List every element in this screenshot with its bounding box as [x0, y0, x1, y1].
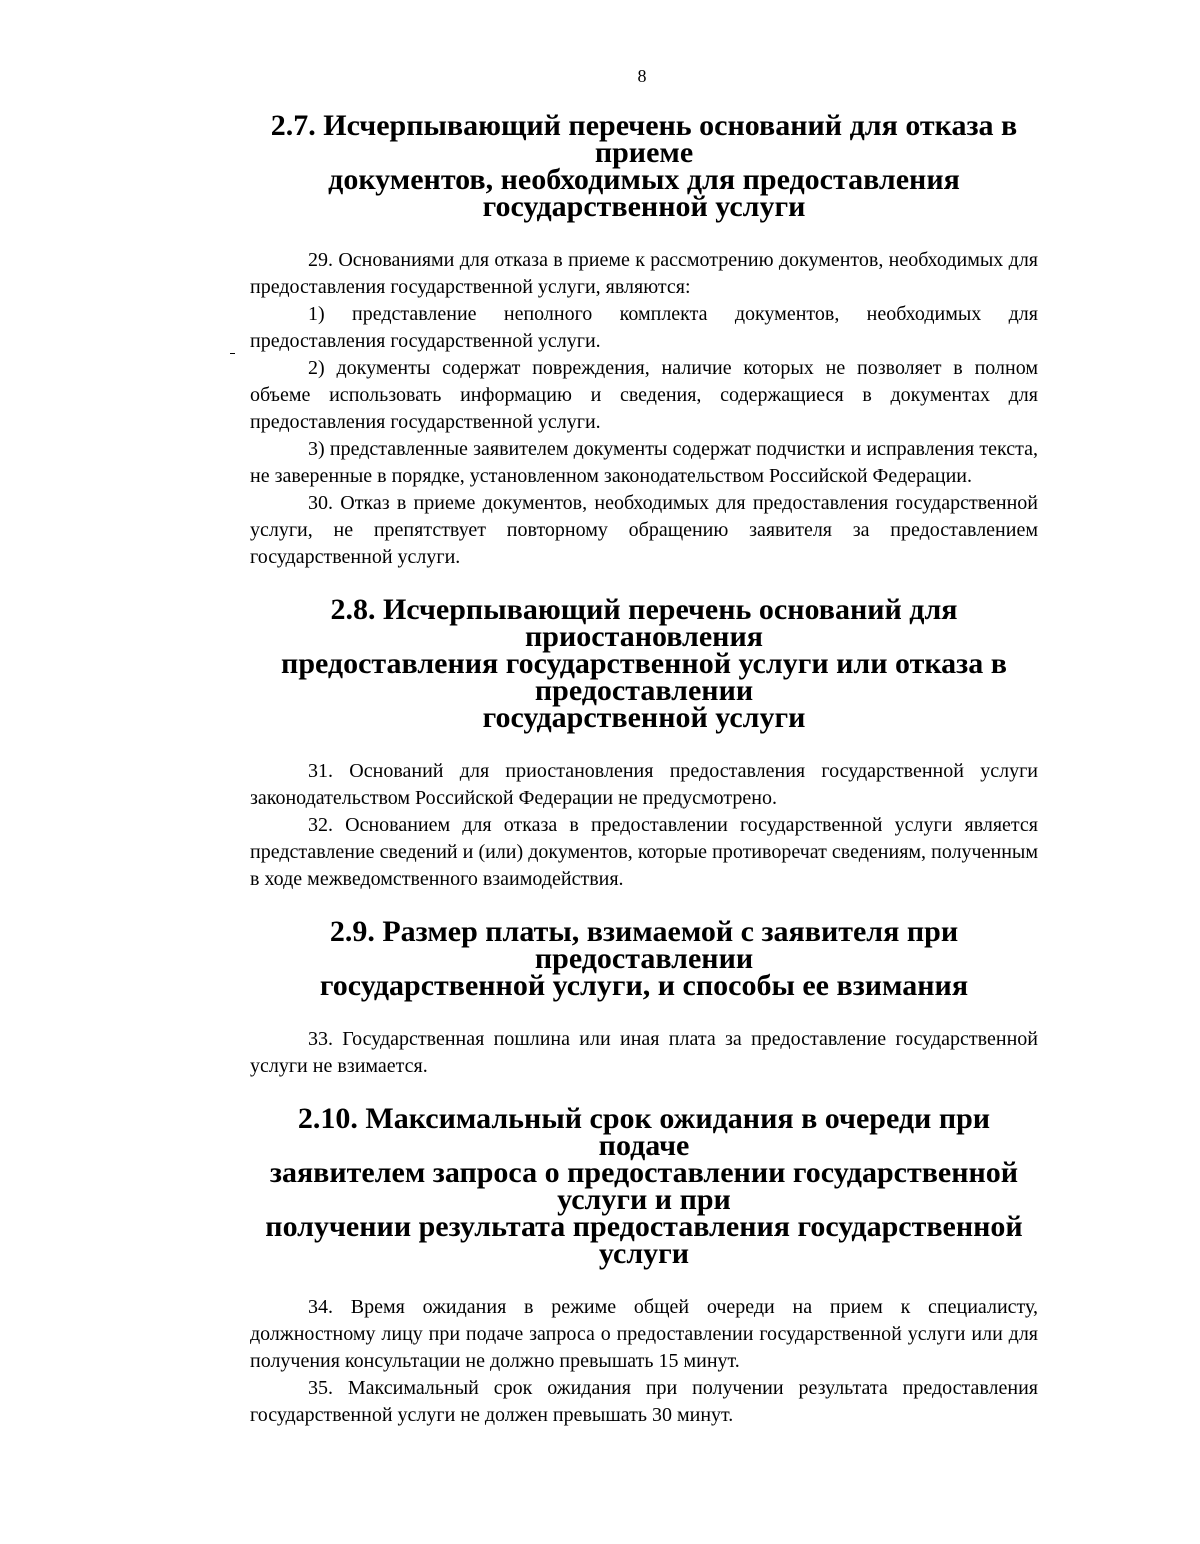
paragraph-31: 31. Оснований для приостановления предоставления государственной услуги законодательством Российской Федерации не предусмотрено. — [250, 760, 1038, 809]
heading-line: 2.10. Максимальный срок ожидания в очереди при подаче — [297, 1102, 991, 1162]
section-heading — [250, 593, 1038, 734]
section-heading — [250, 109, 1038, 223]
section-2-7 — [250, 109, 1038, 571]
heading-line: 2.8. Исчерпывающий перечень оснований для приостановления — [330, 593, 958, 653]
section-2-8 — [250, 593, 1038, 893]
scan-mark — [230, 353, 235, 354]
heading-line: предоставления государственной услуги или отказа в предоставлении — [281, 647, 1007, 707]
paragraph-35: 35. Максимальный срок ожидания при получении результата предоставления государственной услуги не должен превышать 30 минут. — [250, 1377, 1038, 1426]
paragraph-29-item-1: 1) представление неполного комплекта документов, необходимых для предоставления государственной услуги. — [250, 303, 1038, 352]
document-body — [250, 109, 1038, 1429]
paragraph-33: 33. Государственная пошлина или иная плата за предоставление государственной услуги не взимается. — [250, 1028, 1038, 1077]
paragraph-29: 29. Основаниями для отказа в приеме к рассмотрению документов, необходимых для предоставления государственной услуги, являются: — [250, 249, 1038, 298]
heading-line: 2.7. Исчерпывающий перечень оснований для отказа в приеме — [270, 109, 1018, 169]
paragraph-32: 32. Основанием для отказа в предоставлении государственной услуги является представление сведений и (или) документов, которые противоречат сведениям, полученным в ходе межведомственного взаимодействия. — [250, 814, 1038, 890]
page-number: 8 — [637, 66, 647, 86]
heading-line: заявителем запроса о предоставлении государственной услуги и при — [269, 1156, 1019, 1216]
paragraph-29-item-2: 2) документы содержат повреждения, наличие которых не позволяет в полном объеме использовать информацию и сведения, содержащиеся в документах для предоставления государственной услуги. — [250, 357, 1038, 433]
heading-line: государственной услуги — [482, 190, 806, 223]
paragraph-34: 34. Время ожидания в режиме общей очереди на прием к специалисту, должностному лицу при подаче запроса о предоставлении государственной услуги или для получения консультации не должно превышать 15 минут. — [250, 1296, 1038, 1372]
section-heading — [250, 1102, 1038, 1270]
paragraph-29-item-3: 3) представленные заявителем документы содержат подчистки и исправления текста, не заверенные в порядке, установленном законодательством Российской Федерации. — [250, 438, 1038, 487]
section-2-10 — [250, 1102, 1038, 1429]
section-2-9 — [250, 915, 1038, 1080]
heading-line: 2.9. Размер платы, взимаемой с заявителя при предоставлении — [329, 915, 959, 975]
heading-line: получении результата предоставления государственной услуги — [265, 1210, 1023, 1270]
paragraph-30: 30. Отказ в приеме документов, необходимых для предоставления государственной услуги, не препятствует повторному обращению заявителя за предоставлением государственной услуги. — [250, 492, 1038, 568]
section-heading — [250, 915, 1038, 1002]
heading-line: государственной услуги — [482, 701, 806, 734]
heading-line: документов, необходимых для предоставления — [328, 163, 960, 196]
heading-line: государственной услуги, и способы ее взимания — [319, 969, 969, 1002]
